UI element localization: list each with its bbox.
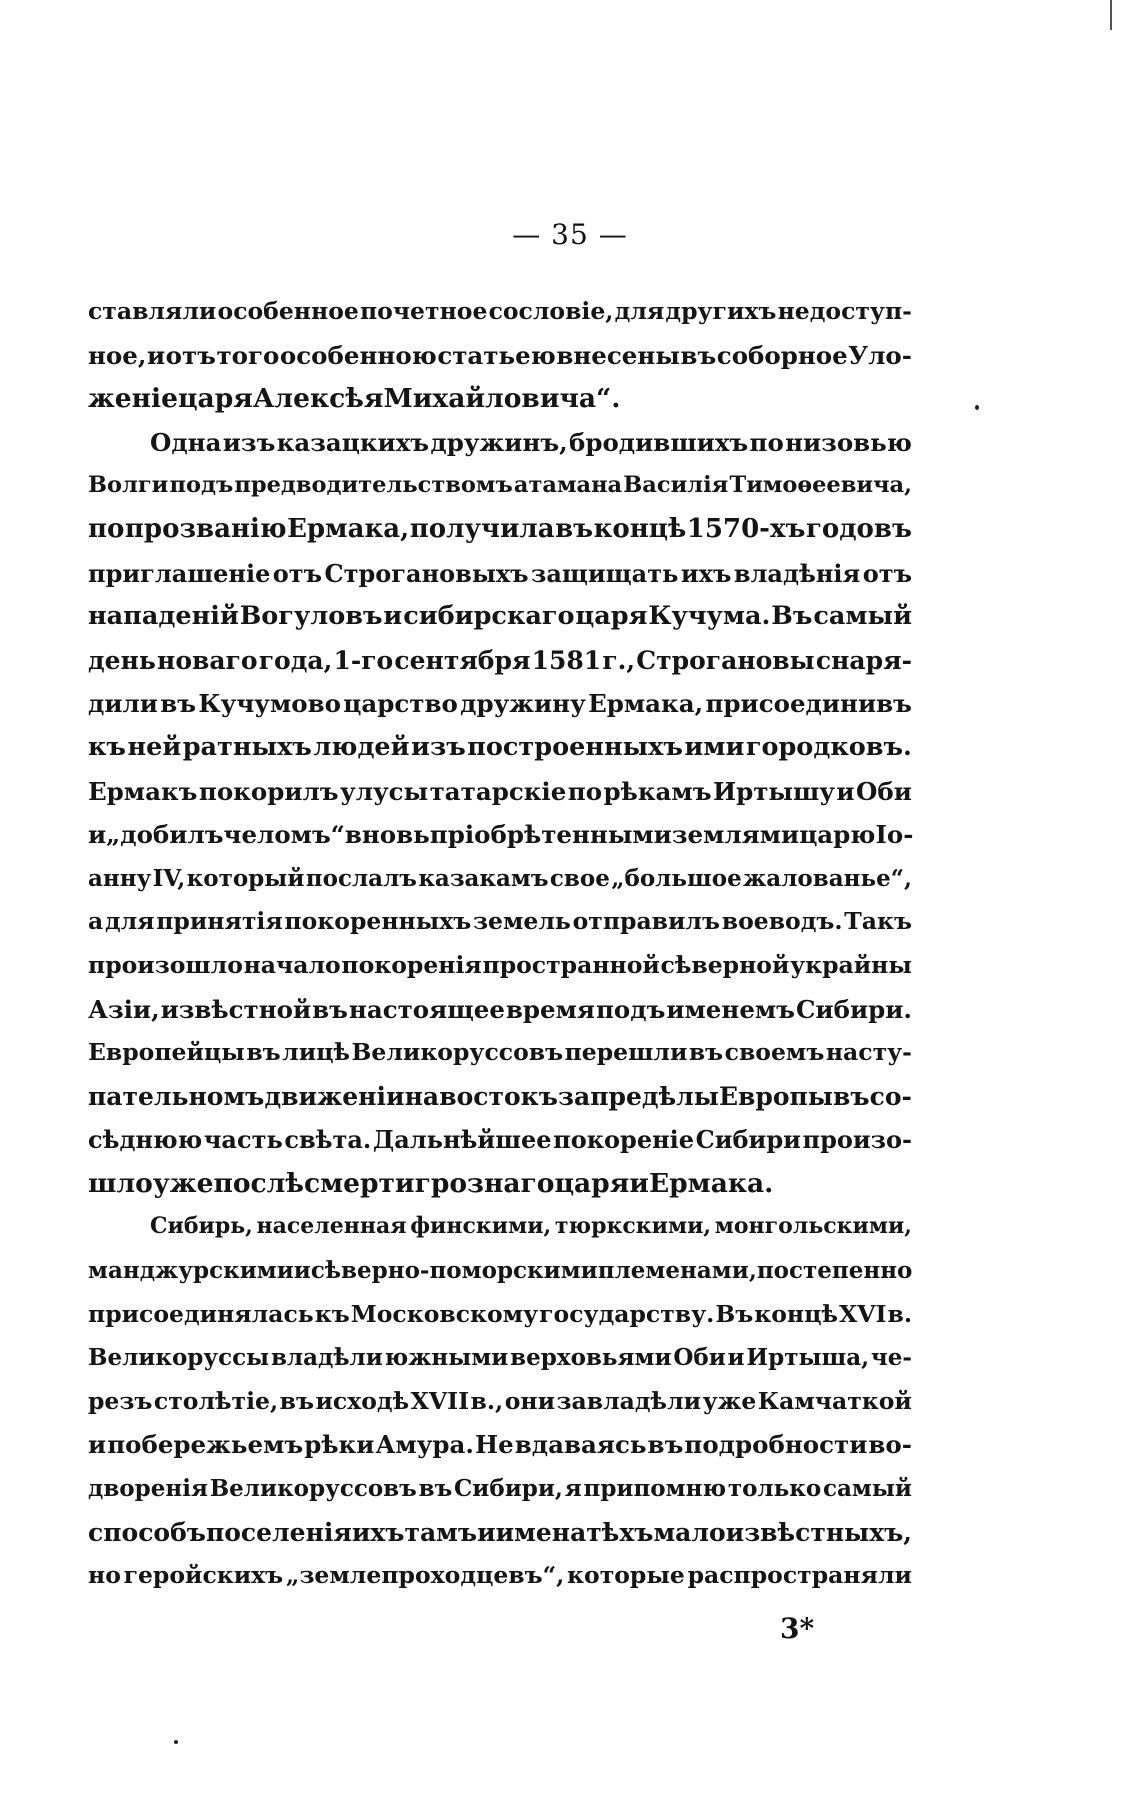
word: Иртышу xyxy=(712,776,835,806)
text-line xyxy=(88,726,912,770)
word: и xyxy=(836,776,855,806)
word: резъ xyxy=(88,1386,153,1415)
word: ставляли xyxy=(88,297,217,325)
word: казацкихъ xyxy=(276,427,430,457)
word: исходѣ xyxy=(315,1386,410,1415)
text-line xyxy=(88,900,912,944)
text-line xyxy=(88,1249,912,1293)
word: произошло xyxy=(88,950,243,979)
word: покорилъ xyxy=(198,776,339,806)
word: „добилъ xyxy=(106,820,224,850)
word: тамъ xyxy=(404,1517,478,1547)
word: челомъ“ xyxy=(223,820,345,850)
word: въ xyxy=(688,1038,724,1067)
text-line xyxy=(88,464,912,508)
word: въ xyxy=(160,689,197,719)
word: Европы xyxy=(718,1081,833,1111)
word: Одна xyxy=(150,427,222,457)
word: малоизвѣстныхъ, xyxy=(653,1517,912,1547)
word: улусы xyxy=(340,776,429,806)
word: свое xyxy=(549,864,610,892)
word: казакамъ xyxy=(418,864,549,892)
word: смерти xyxy=(303,1167,415,1199)
word: востокъ xyxy=(439,1081,558,1111)
word: изъ xyxy=(222,427,276,457)
word: дворенія xyxy=(88,1475,208,1503)
word: подробности xyxy=(684,1430,868,1460)
word: в. xyxy=(887,1299,912,1328)
word: и xyxy=(727,1344,745,1372)
word: сентября xyxy=(394,645,531,675)
word: рѣкамъ xyxy=(603,776,712,806)
word: государству. xyxy=(539,1299,715,1328)
word: в., xyxy=(470,1386,504,1415)
word: Алексѣя xyxy=(252,383,384,415)
word: монгольскими, xyxy=(714,1213,912,1240)
word: земель xyxy=(473,907,571,936)
word: южными xyxy=(384,1344,509,1372)
word: городковъ. xyxy=(745,731,912,762)
word: Въ xyxy=(715,1299,754,1328)
word: рѣки xyxy=(304,1430,375,1460)
body-text xyxy=(88,290,912,1598)
word: къ xyxy=(314,1299,350,1328)
word: г., xyxy=(602,645,636,675)
word: и xyxy=(88,820,107,850)
word: пространной xyxy=(482,950,660,979)
word: года, xyxy=(258,645,333,675)
word: сѣднюю xyxy=(88,1125,203,1155)
text-line xyxy=(88,1423,912,1467)
word: Ермакъ xyxy=(88,776,198,806)
word: населенная xyxy=(256,1213,407,1240)
word: присоединялась xyxy=(88,1299,314,1328)
word: завладѣли xyxy=(556,1386,702,1415)
word: побережьемъ xyxy=(107,1430,304,1460)
word: жалованье“, xyxy=(743,864,912,892)
word: дили xyxy=(88,689,158,719)
word: Въ xyxy=(771,601,813,632)
word: дружину xyxy=(460,689,586,719)
word: по xyxy=(567,776,603,806)
word: столѣтіе, xyxy=(153,1386,279,1415)
word: въ xyxy=(246,1038,281,1067)
word: почетное xyxy=(359,297,488,325)
word: и xyxy=(629,1167,649,1199)
word: къ xyxy=(88,731,126,762)
word: свѣта. xyxy=(284,1125,372,1155)
word: тѣхъ xyxy=(586,1517,654,1547)
word: имена xyxy=(495,1517,587,1547)
word: получила xyxy=(409,513,555,544)
word: со- xyxy=(869,1081,912,1111)
word: отправилъ xyxy=(572,907,721,936)
word: шло xyxy=(88,1167,153,1199)
word: дружинъ, xyxy=(430,427,568,457)
word: особенною xyxy=(279,340,437,370)
text-line xyxy=(88,1293,912,1337)
word: припомню xyxy=(583,1475,727,1503)
word: че- xyxy=(870,1344,912,1372)
word: Тимоѳеевича, xyxy=(729,472,912,499)
word: защищать xyxy=(531,558,679,588)
word: въ xyxy=(555,513,594,544)
word: Кучумово xyxy=(198,689,341,719)
word: недоступ- xyxy=(777,297,912,325)
word: финскими, xyxy=(410,1213,552,1240)
word: статьею xyxy=(437,340,556,370)
text-line xyxy=(88,944,912,988)
word: царя xyxy=(554,1167,630,1199)
word: покоренныхъ xyxy=(284,907,472,936)
word: Великоруссовъ xyxy=(209,1475,417,1503)
word: Строгановыхъ xyxy=(324,558,529,588)
word: для xyxy=(614,297,665,325)
word: Великоруссовъ xyxy=(351,1038,564,1067)
word: ихъ xyxy=(351,1517,405,1547)
word: Сибири, xyxy=(454,1475,563,1503)
text-line xyxy=(88,290,912,334)
word: IV, xyxy=(152,864,186,892)
word: бродившихъ xyxy=(568,427,749,457)
word: Волги xyxy=(88,472,169,499)
word: самый xyxy=(813,601,912,632)
word: племенами, xyxy=(597,1257,757,1285)
word: того xyxy=(216,340,280,370)
word: украйны xyxy=(790,950,912,979)
signature-mark: 3* xyxy=(780,1612,815,1645)
text-line xyxy=(88,595,912,639)
word: произо- xyxy=(802,1125,912,1155)
word: владѣли xyxy=(270,1344,383,1372)
word: Европейцы xyxy=(88,1038,245,1067)
word: тюркскими, xyxy=(554,1213,712,1240)
word: движеніи xyxy=(264,1081,405,1111)
word: прозванію xyxy=(124,513,287,544)
word: царя xyxy=(177,383,253,415)
word: Василія xyxy=(623,472,729,499)
word: и xyxy=(293,1257,311,1285)
word: 1570-хъ xyxy=(686,513,806,544)
text-line xyxy=(88,552,912,596)
word: которые xyxy=(567,1561,685,1590)
word: уже xyxy=(702,1386,757,1415)
word: особенное xyxy=(217,297,359,325)
word: Вогуловъ xyxy=(239,601,383,632)
word: Строгановы xyxy=(636,645,815,675)
word: Сибири xyxy=(695,1125,801,1155)
word: присоединивъ xyxy=(705,689,912,719)
word: „землепроходцевъ“, xyxy=(285,1561,565,1590)
word: и xyxy=(383,601,403,632)
word: Ермака, xyxy=(588,689,704,719)
word: послѣ xyxy=(213,1167,304,1199)
text-line xyxy=(88,421,912,465)
word: геройскихъ xyxy=(123,1561,284,1590)
word: я xyxy=(564,1475,582,1503)
word: людей xyxy=(313,731,410,762)
text-line xyxy=(88,1075,912,1119)
word: только xyxy=(727,1475,822,1503)
word: поселенія xyxy=(205,1517,352,1547)
word: за xyxy=(557,1081,591,1111)
word: другихъ xyxy=(665,297,777,325)
text-line xyxy=(88,857,912,901)
word: отъ xyxy=(272,558,323,588)
word: годовъ xyxy=(805,513,912,544)
text-line xyxy=(88,334,912,378)
word: 1581 xyxy=(531,645,602,675)
word: Азіи, xyxy=(88,994,160,1024)
word: Московскому xyxy=(350,1299,539,1328)
word: предѣлы xyxy=(590,1081,719,1111)
word: сѣверной xyxy=(660,950,790,979)
word: во- xyxy=(868,1430,912,1460)
word: ней xyxy=(127,731,182,762)
word: нападеній xyxy=(88,601,239,632)
word: Такъ xyxy=(844,907,912,936)
page-number: — 35 — xyxy=(512,218,628,251)
word: уже xyxy=(152,1167,214,1199)
word: подъ xyxy=(595,994,666,1024)
word: новаго xyxy=(157,645,258,675)
word: Ермака, xyxy=(287,513,410,544)
text-line xyxy=(88,1511,912,1555)
word: „большое xyxy=(611,864,742,892)
word: землями xyxy=(671,820,800,850)
word: приглашеніе xyxy=(88,558,271,588)
word: принятія xyxy=(156,907,283,936)
text-line xyxy=(88,1205,912,1249)
word: день xyxy=(88,645,156,675)
word: на xyxy=(404,1081,440,1111)
word: владѣнія xyxy=(733,558,861,588)
text-line xyxy=(88,1554,912,1598)
word: сѣверно-поморскими xyxy=(310,1257,598,1285)
word: внесены xyxy=(556,340,680,370)
word: сословіе, xyxy=(488,297,614,325)
text-line xyxy=(88,770,912,814)
word: атамана xyxy=(513,472,623,499)
word: покореніе xyxy=(553,1125,695,1155)
word: часть xyxy=(203,1125,283,1155)
word: Ермака. xyxy=(648,1167,774,1199)
text-line xyxy=(88,639,912,683)
word: Оби xyxy=(673,1344,726,1372)
text-line xyxy=(88,988,912,1032)
word: но xyxy=(88,1561,121,1590)
word: подъ xyxy=(169,472,234,499)
word: 1-го xyxy=(333,645,394,675)
word: Амура. xyxy=(375,1430,474,1460)
text-line xyxy=(88,813,912,857)
word: воеводъ. xyxy=(721,907,843,936)
word: время xyxy=(505,994,596,1024)
text-line xyxy=(88,1118,912,1162)
word: въ xyxy=(279,1386,315,1415)
text-line xyxy=(88,1380,912,1424)
word: пательномъ xyxy=(88,1081,265,1111)
word: покоренія xyxy=(341,950,482,979)
scan-speck xyxy=(975,405,979,410)
word: женіе xyxy=(88,383,178,415)
word: вдаваясь xyxy=(514,1430,647,1460)
text-line xyxy=(88,377,912,421)
word: постепенно xyxy=(756,1257,913,1285)
text-line xyxy=(88,1162,912,1206)
word: отъ xyxy=(862,558,912,588)
word: царство xyxy=(343,689,458,719)
word: соборное xyxy=(716,340,848,370)
word: Михайловича“. xyxy=(383,383,621,415)
word: въ xyxy=(647,1430,684,1460)
word: а xyxy=(88,907,104,936)
word: и xyxy=(146,340,166,370)
word: въ xyxy=(418,1475,453,1503)
word: самый xyxy=(822,1475,912,1503)
word: сибирскаго xyxy=(403,601,575,632)
word: Іо- xyxy=(875,820,914,850)
scan-edge-mark xyxy=(1110,0,1112,30)
word: построенныхъ xyxy=(467,731,683,762)
word: перешли xyxy=(564,1038,688,1067)
word: и xyxy=(88,1430,107,1460)
word: татарскіе xyxy=(429,776,567,806)
word: Иртыша, xyxy=(746,1344,870,1372)
word: который xyxy=(186,864,305,892)
word: Сибири. xyxy=(795,994,912,1024)
word: отъ xyxy=(165,340,216,370)
word: ими xyxy=(684,731,745,762)
word: концѣ xyxy=(754,1299,838,1328)
word: извѣстной xyxy=(160,994,312,1024)
word: для xyxy=(104,907,155,936)
word: верховьями xyxy=(510,1344,672,1372)
word: своемъ xyxy=(724,1038,825,1067)
word: лицѣ xyxy=(282,1038,351,1067)
word: снаря- xyxy=(815,645,912,675)
word: они xyxy=(504,1386,556,1415)
word: именемъ xyxy=(666,994,795,1024)
word: Камчаткой xyxy=(757,1386,912,1415)
word: концѣ xyxy=(593,513,687,544)
word: Не xyxy=(474,1430,514,1460)
word: по xyxy=(749,427,784,457)
word: царя xyxy=(575,601,648,632)
word: XVI xyxy=(839,1299,887,1328)
word: Оби xyxy=(856,776,912,806)
word: распространяли xyxy=(687,1561,912,1590)
word: ное, xyxy=(88,340,147,370)
word: XVII xyxy=(410,1386,470,1415)
text-line xyxy=(88,1031,912,1075)
word: вновь xyxy=(344,820,430,850)
text-line xyxy=(88,682,912,726)
word: царю xyxy=(799,820,876,850)
text-line xyxy=(88,1336,912,1380)
word: анну xyxy=(88,864,152,892)
word: манджурскими xyxy=(88,1257,294,1285)
word: ихъ xyxy=(680,558,732,588)
word: начало xyxy=(243,950,341,979)
word: въ xyxy=(312,994,348,1024)
word: въ xyxy=(680,340,717,370)
word: Уло- xyxy=(848,340,912,370)
word: въ xyxy=(833,1081,870,1111)
word: настоящее xyxy=(348,994,505,1024)
word: послалъ xyxy=(305,864,417,892)
word: по xyxy=(88,513,125,544)
word: Сибирь, xyxy=(150,1213,253,1240)
word: Кучума. xyxy=(648,601,771,632)
word: Дальнѣйшее xyxy=(372,1125,552,1155)
scan-speck xyxy=(174,1740,178,1744)
text-line xyxy=(88,1467,912,1511)
word: Великоруссы xyxy=(88,1344,270,1372)
word: и xyxy=(477,1517,496,1547)
word: предводительствомъ xyxy=(234,472,513,499)
word: насту- xyxy=(825,1038,912,1067)
text-line xyxy=(88,508,912,552)
word: ратныхъ xyxy=(182,731,312,762)
word: способъ xyxy=(88,1517,206,1547)
word: пріобрѣтенными xyxy=(429,820,672,850)
word: изъ xyxy=(411,731,466,762)
word: низовью xyxy=(785,427,912,457)
word: грознаго xyxy=(414,1167,555,1199)
